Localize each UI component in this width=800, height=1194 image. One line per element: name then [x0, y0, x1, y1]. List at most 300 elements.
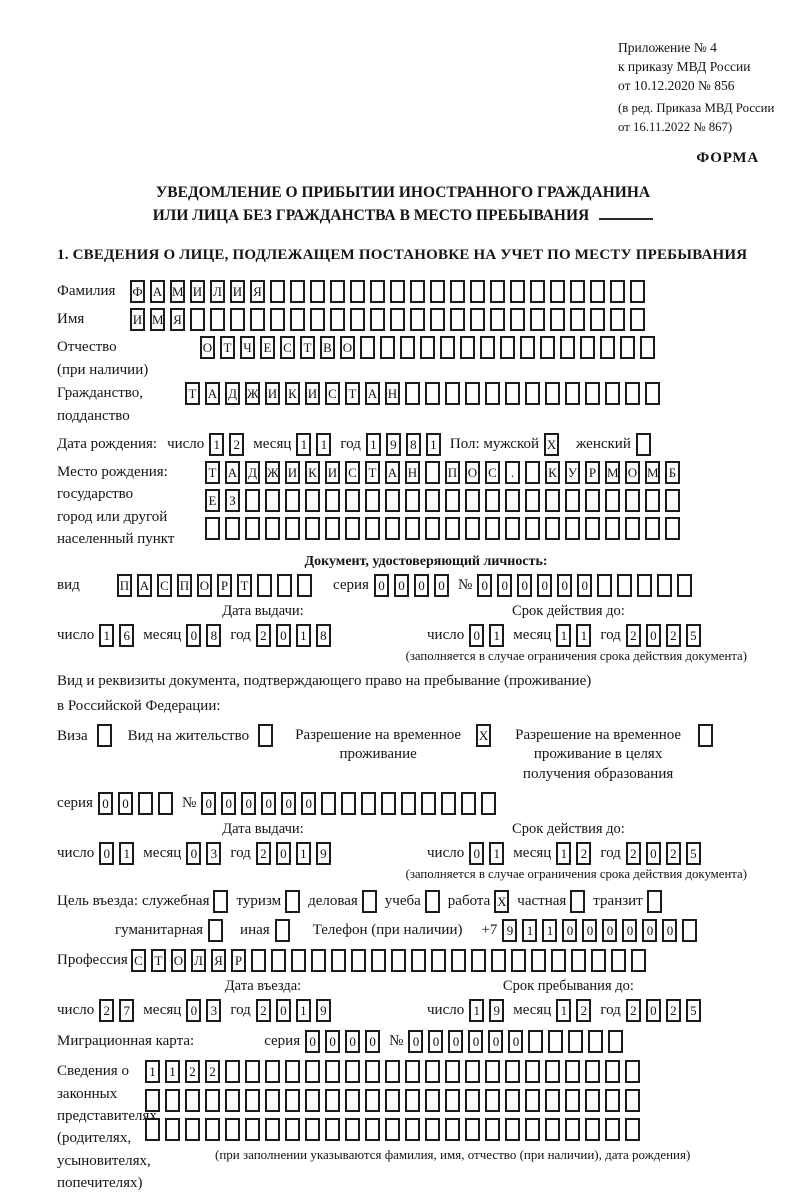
- char-cell[interactable]: [465, 517, 480, 540]
- char-cell[interactable]: [528, 1030, 543, 1053]
- char-cell[interactable]: [465, 489, 480, 512]
- phone-input[interactable]: [502, 919, 697, 942]
- char-cell[interactable]: [530, 280, 545, 303]
- char-cell[interactable]: 2: [666, 999, 681, 1022]
- char-cell[interactable]: [525, 461, 540, 484]
- char-cell[interactable]: 1: [366, 433, 381, 456]
- char-cell[interactable]: Т: [205, 461, 220, 484]
- char-cell[interactable]: 0: [241, 792, 256, 815]
- char-cell[interactable]: [425, 517, 440, 540]
- char-cell[interactable]: 0: [201, 792, 216, 815]
- char-cell[interactable]: О: [171, 949, 186, 972]
- char-cell[interactable]: [230, 308, 245, 331]
- char-cell[interactable]: [285, 1060, 300, 1083]
- permit-valid-month[interactable]: [556, 842, 591, 865]
- purpose-study-checkbox[interactable]: [425, 890, 440, 913]
- char-cell[interactable]: 1: [145, 1060, 160, 1083]
- char-cell[interactable]: [441, 792, 456, 815]
- char-cell[interactable]: [365, 1089, 380, 1112]
- char-cell[interactable]: [451, 949, 466, 972]
- char-cell[interactable]: [425, 1060, 440, 1083]
- char-cell[interactable]: [331, 949, 346, 972]
- legal-reps-row-1[interactable]: [145, 1060, 690, 1083]
- char-cell[interactable]: [345, 517, 360, 540]
- char-cell[interactable]: [385, 517, 400, 540]
- char-cell[interactable]: [365, 1060, 380, 1083]
- char-cell[interactable]: [381, 792, 396, 815]
- char-cell[interactable]: А: [385, 461, 400, 484]
- char-cell[interactable]: X: [494, 890, 509, 913]
- char-cell[interactable]: [205, 1118, 220, 1141]
- stay-day[interactable]: [469, 999, 504, 1022]
- char-cell[interactable]: Я: [211, 949, 226, 972]
- char-cell[interactable]: [605, 1089, 620, 1112]
- permit-valid-year[interactable]: [626, 842, 701, 865]
- char-cell[interactable]: [361, 792, 376, 815]
- char-cell[interactable]: 0: [98, 792, 113, 815]
- char-cell[interactable]: [465, 1118, 480, 1141]
- char-cell[interactable]: 2: [205, 1060, 220, 1083]
- char-cell[interactable]: [365, 1118, 380, 1141]
- char-cell[interactable]: 0: [394, 574, 409, 597]
- char-cell[interactable]: 0: [469, 842, 484, 865]
- char-cell[interactable]: [225, 1060, 240, 1083]
- char-cell[interactable]: [431, 949, 446, 972]
- char-cell[interactable]: 0: [345, 1030, 360, 1053]
- char-cell[interactable]: [620, 336, 635, 359]
- char-cell[interactable]: [548, 1030, 563, 1053]
- char-cell[interactable]: [698, 724, 713, 747]
- char-cell[interactable]: X: [476, 724, 491, 747]
- char-cell[interactable]: [511, 949, 526, 972]
- char-cell[interactable]: 2: [626, 999, 641, 1022]
- char-cell[interactable]: 3: [206, 842, 221, 865]
- char-cell[interactable]: [481, 792, 496, 815]
- entry-day[interactable]: [99, 999, 134, 1022]
- char-cell[interactable]: [640, 336, 655, 359]
- char-cell[interactable]: 0: [642, 919, 657, 942]
- char-cell[interactable]: [585, 382, 600, 405]
- char-cell[interactable]: [275, 919, 290, 942]
- purpose-business-checkbox[interactable]: [362, 890, 377, 913]
- char-cell[interactable]: 9: [386, 433, 401, 456]
- char-cell[interactable]: 2: [256, 842, 271, 865]
- char-cell[interactable]: [145, 1118, 160, 1141]
- char-cell[interactable]: И: [190, 280, 205, 303]
- char-cell[interactable]: [270, 308, 285, 331]
- char-cell[interactable]: [285, 517, 300, 540]
- doc-series-input[interactable]: [374, 574, 449, 597]
- char-cell[interactable]: Т: [345, 382, 360, 405]
- char-cell[interactable]: [265, 517, 280, 540]
- char-cell[interactable]: [430, 308, 445, 331]
- char-cell[interactable]: [450, 280, 465, 303]
- char-cell[interactable]: [425, 489, 440, 512]
- char-cell[interactable]: И: [265, 382, 280, 405]
- char-cell[interactable]: [545, 1089, 560, 1112]
- char-cell[interactable]: Р: [231, 949, 246, 972]
- char-cell[interactable]: 0: [276, 999, 291, 1022]
- char-cell[interactable]: [411, 949, 426, 972]
- char-cell[interactable]: [588, 1030, 603, 1053]
- char-cell[interactable]: 1: [489, 842, 504, 865]
- purpose-humanitarian-checkbox[interactable]: [208, 919, 223, 942]
- char-cell[interactable]: [245, 1060, 260, 1083]
- char-cell[interactable]: [645, 517, 660, 540]
- char-cell[interactable]: [461, 792, 476, 815]
- char-cell[interactable]: [390, 308, 405, 331]
- char-cell[interactable]: 0: [99, 842, 114, 865]
- char-cell[interactable]: [490, 308, 505, 331]
- char-cell[interactable]: [510, 308, 525, 331]
- char-cell[interactable]: 0: [646, 842, 661, 865]
- citizenship-input[interactable]: [185, 382, 660, 405]
- char-cell[interactable]: [445, 1118, 460, 1141]
- char-cell[interactable]: [420, 336, 435, 359]
- char-cell[interactable]: [290, 280, 305, 303]
- char-cell[interactable]: Т: [185, 382, 200, 405]
- char-cell[interactable]: [185, 1089, 200, 1112]
- char-cell[interactable]: [350, 308, 365, 331]
- char-cell[interactable]: 0: [508, 1030, 523, 1053]
- char-cell[interactable]: А: [205, 382, 220, 405]
- char-cell[interactable]: 0: [221, 792, 236, 815]
- legal-reps-row-3[interactable]: [145, 1118, 690, 1141]
- char-cell[interactable]: [585, 1089, 600, 1112]
- char-cell[interactable]: [405, 382, 420, 405]
- char-cell[interactable]: П: [117, 574, 132, 597]
- char-cell[interactable]: [545, 1118, 560, 1141]
- char-cell[interactable]: [225, 517, 240, 540]
- char-cell[interactable]: С: [325, 382, 340, 405]
- char-cell[interactable]: [570, 308, 585, 331]
- char-cell[interactable]: [565, 382, 580, 405]
- char-cell[interactable]: 2: [576, 842, 591, 865]
- char-cell[interactable]: [630, 280, 645, 303]
- purpose-work-checkbox[interactable]: [494, 890, 509, 913]
- firstname-input[interactable]: [130, 308, 645, 331]
- char-cell[interactable]: 2: [256, 624, 271, 647]
- migration-series-input[interactable]: [305, 1030, 380, 1053]
- char-cell[interactable]: [213, 890, 228, 913]
- char-cell[interactable]: Ч: [240, 336, 255, 359]
- legal-reps-row-2[interactable]: [145, 1089, 690, 1112]
- char-cell[interactable]: 0: [374, 574, 389, 597]
- char-cell[interactable]: [605, 382, 620, 405]
- char-cell[interactable]: [425, 890, 440, 913]
- char-cell[interactable]: О: [625, 461, 640, 484]
- char-cell[interactable]: [565, 1089, 580, 1112]
- char-cell[interactable]: [525, 1060, 540, 1083]
- char-cell[interactable]: 9: [316, 842, 331, 865]
- char-cell[interactable]: 8: [316, 624, 331, 647]
- char-cell[interactable]: Т: [220, 336, 235, 359]
- char-cell[interactable]: [391, 949, 406, 972]
- identity-valid-day[interactable]: [469, 624, 504, 647]
- char-cell[interactable]: [610, 308, 625, 331]
- char-cell[interactable]: [291, 949, 306, 972]
- char-cell[interactable]: [500, 336, 515, 359]
- char-cell[interactable]: Е: [205, 489, 220, 512]
- char-cell[interactable]: А: [365, 382, 380, 405]
- birth-day-input[interactable]: [209, 433, 244, 456]
- char-cell[interactable]: [290, 308, 305, 331]
- identity-issue-month[interactable]: [186, 624, 221, 647]
- char-cell[interactable]: [208, 919, 223, 942]
- char-cell[interactable]: 0: [186, 999, 201, 1022]
- char-cell[interactable]: 6: [119, 624, 134, 647]
- char-cell[interactable]: О: [465, 461, 480, 484]
- char-cell[interactable]: [665, 489, 680, 512]
- char-cell[interactable]: [531, 949, 546, 972]
- char-cell[interactable]: [647, 890, 662, 913]
- purpose-official-checkbox[interactable]: [213, 890, 228, 913]
- char-cell[interactable]: [505, 517, 520, 540]
- char-cell[interactable]: [325, 1118, 340, 1141]
- char-cell[interactable]: Ж: [265, 461, 280, 484]
- char-cell[interactable]: 1: [119, 842, 134, 865]
- char-cell[interactable]: [485, 489, 500, 512]
- char-cell[interactable]: [345, 489, 360, 512]
- char-cell[interactable]: 1: [556, 842, 571, 865]
- char-cell[interactable]: [325, 517, 340, 540]
- char-cell[interactable]: [425, 461, 440, 484]
- char-cell[interactable]: [350, 280, 365, 303]
- char-cell[interactable]: [625, 489, 640, 512]
- char-cell[interactable]: [505, 1089, 520, 1112]
- char-cell[interactable]: [605, 489, 620, 512]
- char-cell[interactable]: Л: [191, 949, 206, 972]
- char-cell[interactable]: 2: [185, 1060, 200, 1083]
- char-cell[interactable]: [530, 308, 545, 331]
- birth-month-input[interactable]: [296, 433, 331, 456]
- char-cell[interactable]: [138, 792, 153, 815]
- char-cell[interactable]: [400, 336, 415, 359]
- char-cell[interactable]: [625, 1118, 640, 1141]
- char-cell[interactable]: [485, 382, 500, 405]
- char-cell[interactable]: 2: [666, 842, 681, 865]
- char-cell[interactable]: 0: [261, 792, 276, 815]
- char-cell[interactable]: [551, 949, 566, 972]
- char-cell[interactable]: [545, 1060, 560, 1083]
- char-cell[interactable]: 2: [666, 624, 681, 647]
- char-cell[interactable]: [345, 1089, 360, 1112]
- char-cell[interactable]: [485, 517, 500, 540]
- char-cell[interactable]: [565, 1060, 580, 1083]
- char-cell[interactable]: М: [170, 280, 185, 303]
- char-cell[interactable]: [625, 1060, 640, 1083]
- char-cell[interactable]: 0: [577, 574, 592, 597]
- char-cell[interactable]: 0: [186, 624, 201, 647]
- char-cell[interactable]: Я: [250, 280, 265, 303]
- char-cell[interactable]: И: [285, 461, 300, 484]
- char-cell[interactable]: 0: [646, 999, 661, 1022]
- char-cell[interactable]: 9: [316, 999, 331, 1022]
- char-cell[interactable]: [585, 517, 600, 540]
- char-cell[interactable]: Т: [365, 461, 380, 484]
- char-cell[interactable]: [265, 1060, 280, 1083]
- char-cell[interactable]: Т: [151, 949, 166, 972]
- char-cell[interactable]: [600, 336, 615, 359]
- char-cell[interactable]: [465, 382, 480, 405]
- char-cell[interactable]: [385, 1118, 400, 1141]
- char-cell[interactable]: С: [157, 574, 172, 597]
- char-cell[interactable]: 1: [99, 624, 114, 647]
- char-cell[interactable]: С: [131, 949, 146, 972]
- char-cell[interactable]: М: [150, 308, 165, 331]
- char-cell[interactable]: Я: [170, 308, 185, 331]
- char-cell[interactable]: 0: [646, 624, 661, 647]
- char-cell[interactable]: [251, 949, 266, 972]
- char-cell[interactable]: [285, 489, 300, 512]
- char-cell[interactable]: [682, 919, 697, 942]
- char-cell[interactable]: 0: [562, 919, 577, 942]
- char-cell[interactable]: 0: [602, 919, 617, 942]
- residence-permit-checkbox[interactable]: [258, 724, 273, 747]
- char-cell[interactable]: [360, 336, 375, 359]
- char-cell[interactable]: [285, 890, 300, 913]
- char-cell[interactable]: 0: [276, 624, 291, 647]
- char-cell[interactable]: [485, 1060, 500, 1083]
- char-cell[interactable]: [505, 1118, 520, 1141]
- purpose-other-checkbox[interactable]: [275, 919, 290, 942]
- char-cell[interactable]: [305, 489, 320, 512]
- char-cell[interactable]: 5: [686, 999, 701, 1022]
- char-cell[interactable]: 9: [502, 919, 517, 942]
- char-cell[interactable]: [330, 280, 345, 303]
- char-cell[interactable]: Т: [300, 336, 315, 359]
- char-cell[interactable]: [325, 1089, 340, 1112]
- char-cell[interactable]: Б: [665, 461, 680, 484]
- char-cell[interactable]: [491, 949, 506, 972]
- char-cell[interactable]: [585, 489, 600, 512]
- char-cell[interactable]: [585, 1118, 600, 1141]
- char-cell[interactable]: [645, 382, 660, 405]
- char-cell[interactable]: [570, 280, 585, 303]
- identity-valid-month[interactable]: [556, 624, 591, 647]
- char-cell[interactable]: [545, 517, 560, 540]
- char-cell[interactable]: [421, 792, 436, 815]
- char-cell[interactable]: [325, 1060, 340, 1083]
- char-cell[interactable]: З: [225, 489, 240, 512]
- char-cell[interactable]: Л: [210, 280, 225, 303]
- char-cell[interactable]: П: [177, 574, 192, 597]
- permit-valid-day[interactable]: [469, 842, 504, 865]
- char-cell[interactable]: [165, 1118, 180, 1141]
- char-cell[interactable]: [445, 1060, 460, 1083]
- char-cell[interactable]: Д: [245, 461, 260, 484]
- char-cell[interactable]: [505, 382, 520, 405]
- char-cell[interactable]: [341, 792, 356, 815]
- char-cell[interactable]: [525, 517, 540, 540]
- char-cell[interactable]: [590, 308, 605, 331]
- char-cell[interactable]: [580, 336, 595, 359]
- char-cell[interactable]: [345, 1118, 360, 1141]
- char-cell[interactable]: [345, 1060, 360, 1083]
- char-cell[interactable]: 8: [206, 624, 221, 647]
- char-cell[interactable]: [665, 517, 680, 540]
- char-cell[interactable]: [540, 336, 555, 359]
- char-cell[interactable]: [145, 1089, 160, 1112]
- char-cell[interactable]: [97, 724, 112, 747]
- char-cell[interactable]: [271, 949, 286, 972]
- char-cell[interactable]: Р: [217, 574, 232, 597]
- char-cell[interactable]: 5: [686, 624, 701, 647]
- char-cell[interactable]: [550, 308, 565, 331]
- permit-series-input[interactable]: [98, 792, 173, 815]
- migration-number-input[interactable]: [408, 1030, 623, 1053]
- char-cell[interactable]: 0: [186, 842, 201, 865]
- char-cell[interactable]: [565, 489, 580, 512]
- char-cell[interactable]: [258, 724, 273, 747]
- char-cell[interactable]: [385, 1060, 400, 1083]
- entry-month[interactable]: [186, 999, 221, 1022]
- char-cell[interactable]: 0: [408, 1030, 423, 1053]
- char-cell[interactable]: 0: [468, 1030, 483, 1053]
- char-cell[interactable]: [270, 280, 285, 303]
- char-cell[interactable]: 1: [296, 842, 311, 865]
- char-cell[interactable]: 1: [316, 433, 331, 456]
- char-cell[interactable]: [265, 489, 280, 512]
- char-cell[interactable]: [590, 280, 605, 303]
- char-cell[interactable]: 0: [305, 1030, 320, 1053]
- purpose-transit-checkbox[interactable]: [647, 890, 662, 913]
- char-cell[interactable]: [205, 1089, 220, 1112]
- char-cell[interactable]: [285, 1089, 300, 1112]
- permit-issue-day[interactable]: [99, 842, 134, 865]
- char-cell[interactable]: [165, 1089, 180, 1112]
- sex-female-checkbox[interactable]: [636, 433, 651, 456]
- sex-male-checkbox[interactable]: [544, 433, 559, 456]
- char-cell[interactable]: [305, 1118, 320, 1141]
- profession-input[interactable]: [131, 949, 646, 972]
- char-cell[interactable]: 0: [281, 792, 296, 815]
- char-cell[interactable]: [311, 949, 326, 972]
- char-cell[interactable]: 0: [276, 842, 291, 865]
- char-cell[interactable]: [505, 1060, 520, 1083]
- char-cell[interactable]: [490, 280, 505, 303]
- char-cell[interactable]: И: [230, 280, 245, 303]
- char-cell[interactable]: К: [545, 461, 560, 484]
- char-cell[interactable]: [617, 574, 632, 597]
- char-cell[interactable]: 0: [325, 1030, 340, 1053]
- char-cell[interactable]: [365, 517, 380, 540]
- char-cell[interactable]: [645, 489, 660, 512]
- identity-valid-year[interactable]: [626, 624, 701, 647]
- visa-checkbox[interactable]: [97, 724, 112, 747]
- char-cell[interactable]: [608, 1030, 623, 1053]
- char-cell[interactable]: 0: [434, 574, 449, 597]
- char-cell[interactable]: [505, 489, 520, 512]
- char-cell[interactable]: 1: [556, 999, 571, 1022]
- char-cell[interactable]: [560, 336, 575, 359]
- char-cell[interactable]: У: [565, 461, 580, 484]
- char-cell[interactable]: А: [137, 574, 152, 597]
- char-cell[interactable]: О: [200, 336, 215, 359]
- char-cell[interactable]: С: [485, 461, 500, 484]
- char-cell[interactable]: 2: [256, 999, 271, 1022]
- char-cell[interactable]: 0: [477, 574, 492, 597]
- char-cell[interactable]: [351, 949, 366, 972]
- char-cell[interactable]: [371, 949, 386, 972]
- char-cell[interactable]: С: [345, 461, 360, 484]
- char-cell[interactable]: [525, 1089, 540, 1112]
- char-cell[interactable]: 0: [414, 574, 429, 597]
- char-cell[interactable]: [677, 574, 692, 597]
- char-cell[interactable]: [545, 489, 560, 512]
- char-cell[interactable]: [425, 1118, 440, 1141]
- char-cell[interactable]: [245, 1118, 260, 1141]
